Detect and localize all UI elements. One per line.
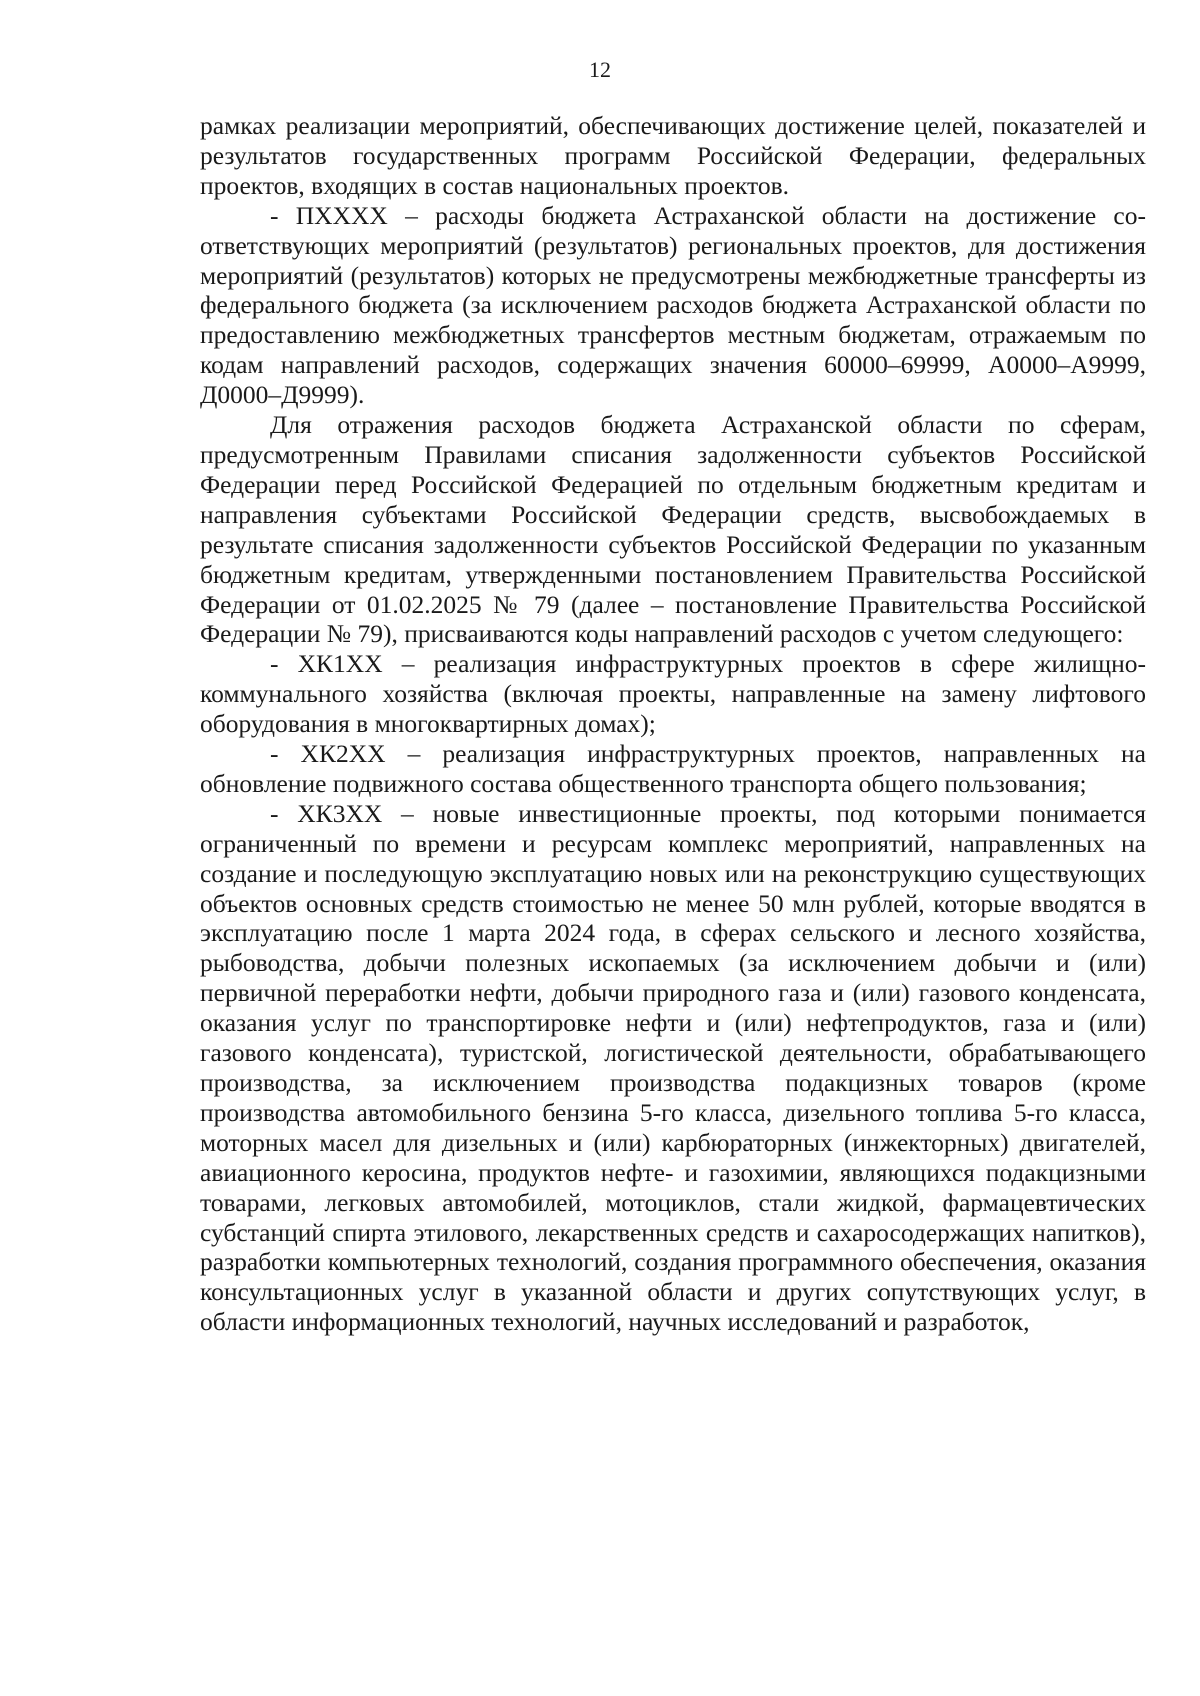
- paragraph-continuation: рамках реализации мероприятий, обеспечивающих достижение целей, показателей и результатов государственных программ Российской Федерации, федеральных проектов, входящих в состав национальных проектов.: [200, 111, 1146, 200]
- paragraph-rules-intro: Для отражения расходов бюджета Астраханской области по сферам, предусмотренным Правилами списания задолженности субъектов Российской Федерации перед Российской Федерацией по отдельным бюджетным кредитам и направления субъектами Российской Федерации средств, высвобождаемых в результате списания задолженности субъектов Российской Федерации по указанным бюджетным кредитам, утвержденными постановлением Правительства Российской Федерации от 01.02.2025 № 79 (далее – постановление Правительства Российской Федерации № 79), присваиваются коды направлений расходов с учетом следующего:: [200, 410, 1146, 649]
- paragraph-xk2xx: - XК2XX – реализация инфраструктурных проектов, направленных на обновление подвижного состава общественного транспорта общего пользования;: [200, 739, 1146, 798]
- paragraph-pxxxx: - ПXXXX – расходы бюджета Астраханской области на достижение соответствующих мероприятий (результатов) региональных проектов, для достижения мероприятий (результатов) которых не предусмотрены межбюджетные трансферты из федерального бюджета (за исключением расходов бюджета Астраханской области по предоставлению межбюджетных трансфертов местным бюджетам, отражаемым по кодам направлений расходов, содержащих значения 60000–69999, А0000–А9999, Д0000–Д9999).: [200, 200, 1146, 410]
- paragraph-xk1xx: - XК1XX – реализация инфраструктурных проектов в сфере жилищно-коммунального хозяйства (включая проекты, направленные на замену лифтового оборудования в многоквартирных домах);: [200, 649, 1146, 739]
- page-number: 12: [589, 57, 611, 82]
- document-body: [200, 111, 1146, 1337]
- paragraph-xk3xx: - XК3XX – новые инвестиционные проекты, под которыми понимается ограниченный по времени и ресурсам комплекс мероприятий, направленных на создание и последующую эксплуатацию новых или на реконструкцию существующих объектов основных средств стоимостью не менее 50 млн рублей, которые вводятся в эксплуатацию после 1 марта 2024 года, в сферах сельского и лесного хозяйства, рыбоводства, добычи полезных ископаемых (за исключением добычи и (или) первичной переработки нефти, добычи природного газа и (или) газового конденсата, оказания услуг по транспортировке нефти и (или) нефтепродуктов, газа и (или) газового конденсата), туристской, логистической деятельности, обрабатывающего производства, за исключением производства подакцизных товаров (кроме производства автомобильного бензина 5-го класса, дизельного топлива 5-го класса, моторных масел для дизельных и (или) карбюраторных (инжекторных) двигателей, авиационного керосина, продуктов нефте- и газохимии, являющихся подакцизными товарами, легковых автомобилей, мотоциклов, стали жидкой, фармацевтических субстанций спирта этилового, лекарственных средств и сахаросодержащих напитков), разработки компьютерных технологий, создания программного обеспечения, оказания консультационных услуг в указанной области и других сопутствующих услуг, в области информационных технологий, научных исследований и разработок,: [200, 798, 1146, 1337]
